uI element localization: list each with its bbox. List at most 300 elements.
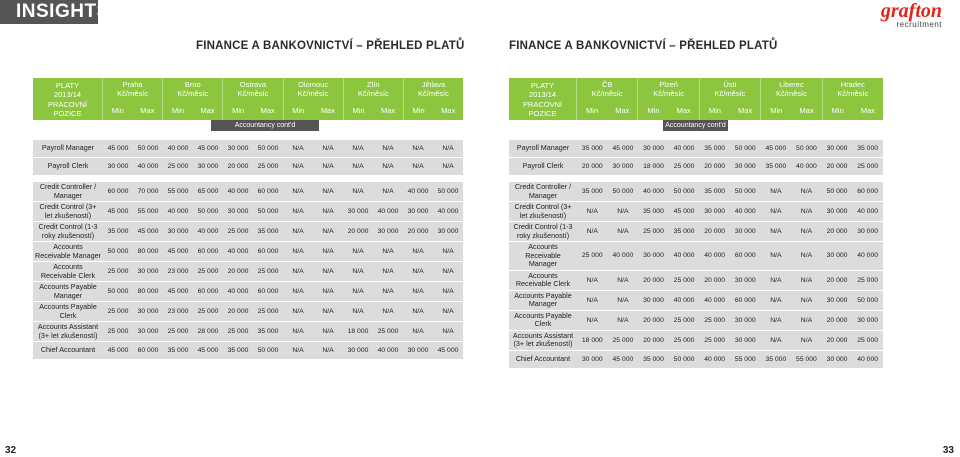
salary-value: N/A — [292, 208, 304, 215]
salary-value: N/A — [442, 328, 454, 335]
salary-value: 25 000 — [257, 163, 279, 170]
salary-value: 20 000 — [227, 163, 249, 170]
salary-value: 45 000 — [612, 145, 634, 152]
salary-value: 40 000 — [857, 208, 879, 215]
salary-value: 40 000 — [704, 252, 726, 260]
salary-value: 55 000 — [734, 355, 756, 363]
salary-value: N/A — [617, 228, 629, 235]
min-label: Min — [111, 106, 124, 115]
salary-value: 30 000 — [407, 208, 429, 215]
table-row — [509, 351, 883, 369]
salary-value: 45 000 — [612, 355, 634, 363]
min-max-labels — [404, 101, 463, 120]
city-unit: Kč/měsíc — [837, 88, 869, 98]
table-row — [509, 331, 883, 351]
salary-value: 45 000 — [197, 347, 219, 354]
salary-value: N/A — [770, 228, 782, 235]
salary-value: N/A — [322, 347, 334, 354]
salary-value: 35 000 — [643, 208, 664, 215]
city-name: Olomouc — [298, 80, 329, 89]
salary-value: N/A — [586, 296, 598, 304]
city-unit: Kč/měsíc — [776, 88, 807, 98]
city-column-header — [577, 78, 638, 120]
city-name-cell — [823, 78, 883, 101]
max-label: Max — [140, 106, 155, 115]
salary-value: 18 000 — [643, 163, 664, 170]
salary-value: N/A — [442, 163, 454, 170]
salary-values — [577, 228, 883, 235]
salary-value: 20 000 — [704, 276, 726, 284]
salary-value: 30 000 — [167, 228, 189, 235]
salary-value: 25 000 — [581, 252, 603, 260]
salary-value: N/A — [352, 268, 364, 275]
position-name: Accounts Payable Manager — [39, 282, 97, 300]
salary-value: N/A — [800, 296, 813, 304]
salary-value: 80 000 — [137, 288, 159, 295]
salary-value: N/A — [770, 296, 782, 304]
salary-value: 35 000 — [581, 188, 603, 195]
salary-value: N/A — [770, 276, 782, 284]
logo-wordmark: grafton — [880, 0, 942, 22]
salary-value: 60 000 — [197, 248, 219, 255]
salary-value: 35 000 — [704, 145, 726, 152]
city-name: Brno — [184, 80, 201, 89]
city-name: ČB — [601, 80, 613, 89]
salary-value: 30 000 — [137, 328, 159, 335]
salary-value: 25 000 — [197, 308, 219, 315]
city-name-cell — [163, 78, 222, 101]
min-max-labels — [344, 101, 403, 120]
salary-value: 50 000 — [826, 188, 848, 195]
salary-value: 30 000 — [643, 252, 664, 260]
max-label: Max — [860, 106, 876, 115]
salary-value: N/A — [322, 228, 334, 235]
salary-value: N/A — [322, 248, 334, 255]
salary-value: 40 000 — [734, 208, 756, 215]
salary-value: N/A — [442, 288, 454, 295]
position-name: Accounts Receivable Clerk — [515, 270, 571, 288]
min-max-labels — [577, 101, 637, 120]
salary-value: 23 000 — [167, 308, 189, 315]
city-name-cell — [404, 78, 463, 101]
max-label: Max — [799, 106, 814, 115]
salary-value: 20 000 — [826, 228, 848, 235]
salary-value: N/A — [442, 248, 454, 255]
salary-value: 25 000 — [257, 268, 279, 275]
salary-value: 35 000 — [643, 355, 664, 363]
city-column-header — [284, 78, 344, 120]
salary-value: 25 000 — [612, 336, 634, 344]
city-column-header — [638, 78, 699, 120]
salary-value: 25 000 — [377, 328, 399, 335]
max-label: Max — [320, 106, 335, 115]
salary-value: 45 000 — [167, 248, 189, 255]
salary-value: N/A — [412, 288, 424, 295]
min-label: Min — [708, 106, 721, 115]
salary-values — [577, 188, 883, 195]
salary-value: N/A — [382, 308, 394, 315]
salary-value: N/A — [412, 328, 424, 335]
salary-value: 20 000 — [407, 228, 429, 235]
salary-values — [577, 208, 883, 215]
salary-value: N/A — [412, 268, 424, 275]
salary-value: 45 000 — [437, 347, 459, 354]
salary-value: N/A — [800, 228, 813, 235]
salary-value: N/A — [322, 328, 334, 335]
salary-value: 40 000 — [167, 145, 189, 152]
salary-value: 50 000 — [107, 288, 129, 295]
salary-value: 30 000 — [347, 347, 369, 354]
salary-value: 20 000 — [826, 163, 848, 170]
city-unit: Kč/měsíc — [591, 88, 623, 98]
city-name: Ostrava — [239, 80, 267, 89]
salary-values — [577, 145, 883, 152]
position-name: Accounts Receivable Manager — [35, 242, 101, 260]
table-row — [33, 158, 463, 176]
city-name: Ústí — [723, 80, 737, 89]
salary-value: 25 000 — [167, 328, 189, 335]
salary-value: 35 000 — [673, 228, 695, 235]
salary-value: 40 000 — [612, 252, 634, 260]
salary-value: 30 000 — [612, 163, 634, 170]
table-row — [509, 158, 883, 176]
city-unit: Kč/měsíc — [117, 88, 148, 98]
salary-value: 35 000 — [857, 145, 879, 152]
salary-value: 60 000 — [734, 296, 756, 304]
city-name: Praha — [122, 80, 143, 89]
salary-values — [103, 228, 463, 235]
salary-value: 40 000 — [704, 355, 726, 363]
salary-value: N/A — [586, 228, 598, 235]
salary-value: 30 000 — [227, 145, 249, 152]
salary-values — [103, 347, 463, 354]
salary-value: N/A — [382, 288, 394, 295]
city-column-header — [344, 78, 404, 120]
salary-value: 50 000 — [673, 188, 695, 195]
salary-value: 60 000 — [857, 188, 879, 195]
salary-value: 60 000 — [257, 188, 279, 195]
min-label: Min — [352, 106, 365, 115]
salary-value: 30 000 — [227, 208, 249, 215]
salary-value: 35 000 — [227, 347, 249, 354]
salary-value: N/A — [800, 316, 813, 324]
salary-value: 50 000 — [257, 347, 279, 354]
table-header — [33, 78, 463, 120]
salary-value: 30 000 — [734, 163, 756, 170]
min-max-labels — [163, 101, 222, 120]
salary-values — [103, 188, 463, 195]
salary-value: N/A — [322, 145, 334, 152]
salary-value: N/A — [352, 248, 364, 255]
position-column-label: PRACOVNÍ POZICE — [47, 99, 88, 118]
salary-value: 25 000 — [857, 336, 879, 344]
max-label: Max — [380, 106, 396, 115]
position-name: Credit Control (3+ let zkušeností) — [39, 202, 97, 220]
salary-values — [103, 163, 463, 170]
salary-value: N/A — [352, 163, 364, 170]
page-title-left: FINANCE A BANKOVNICTVÍ – PŘEHLED PLATŮ — [196, 40, 465, 52]
salary-value: 20 000 — [347, 228, 369, 235]
salary-value: 40 000 — [407, 188, 429, 195]
position-name: Accounts Receivable Manager — [525, 242, 561, 268]
salary-value: 30 000 — [437, 228, 459, 235]
max-label: Max — [738, 106, 753, 115]
salary-value: N/A — [382, 145, 394, 152]
salary-value: N/A — [352, 145, 364, 152]
city-column-header — [700, 78, 761, 120]
salary-values — [577, 337, 883, 344]
salary-value: N/A — [412, 308, 424, 315]
salary-value: 30 000 — [137, 268, 159, 275]
salary-value: 18 000 — [347, 328, 369, 335]
salary-value: N/A — [322, 308, 334, 315]
min-label: Min — [232, 106, 245, 115]
salary-value: 30 000 — [734, 316, 756, 324]
min-label: Min — [647, 106, 660, 115]
salary-value: 45 000 — [673, 208, 695, 215]
min-max-labels — [823, 101, 883, 120]
salary-value: 30 000 — [581, 355, 603, 363]
salary-value: 20 000 — [704, 228, 726, 235]
salary-value: 30 000 — [734, 276, 756, 284]
salary-value: 35 000 — [167, 347, 189, 354]
salary-value: 25 000 — [197, 268, 219, 275]
salary-value: N/A — [322, 188, 334, 195]
min-label: Min — [292, 106, 305, 115]
city-column-header — [223, 78, 283, 120]
position-name: Accounts Receivable Clerk — [40, 262, 96, 280]
salary-value: 60 000 — [137, 347, 159, 354]
min-max-labels — [700, 101, 760, 120]
salary-value: 20 000 — [643, 336, 664, 344]
salary-value: N/A — [586, 208, 598, 215]
salary-value: 30 000 — [826, 252, 848, 260]
city-name-cell — [761, 78, 821, 101]
city-column-header — [761, 78, 822, 120]
position-column-label: PRACOVNÍ POZICE — [522, 99, 563, 118]
salary-value: 80 000 — [137, 248, 159, 255]
position-name: Accounts Assistant (3+ let zkušeností) — [512, 330, 574, 348]
salary-value: 50 000 — [257, 145, 279, 152]
table-row — [33, 322, 463, 342]
salary-value: N/A — [292, 248, 304, 255]
salary-value: 50 000 — [107, 248, 129, 255]
salary-value: N/A — [292, 328, 304, 335]
salary-value: 30 000 — [347, 208, 369, 215]
salary-value: 40 000 — [704, 296, 726, 304]
salary-value: 40 000 — [227, 248, 249, 255]
grafton-logo — [881, 2, 942, 29]
position-name: Payroll Manager — [516, 143, 570, 153]
salary-values — [103, 248, 463, 255]
salary-value: 20 000 — [581, 163, 603, 170]
salary-value: 40 000 — [197, 228, 219, 235]
salary-value: 20 000 — [643, 316, 664, 324]
table-row — [33, 302, 463, 322]
salary-value: N/A — [412, 145, 424, 152]
salary-value: 70 000 — [137, 188, 159, 195]
city-name-cell — [223, 78, 282, 101]
min-max-labels — [223, 101, 282, 120]
salary-value: N/A — [382, 163, 394, 170]
min-label: Min — [831, 106, 844, 115]
salary-value: N/A — [770, 336, 782, 344]
salary-value: N/A — [800, 252, 813, 260]
table-row — [509, 140, 883, 158]
city-unit: Kč/měsíc — [357, 88, 389, 98]
salary-value: 45 000 — [107, 347, 129, 354]
position-name: Accounts Assistant (3+ let zkušeností) — [37, 322, 99, 340]
salary-value: 30 000 — [643, 145, 664, 152]
salary-values — [103, 308, 463, 315]
city-unit: Kč/měsíc — [177, 88, 209, 98]
table-body — [33, 140, 463, 360]
salary-value: 30 000 — [826, 296, 848, 304]
salary-value: N/A — [292, 228, 304, 235]
salary-value: 30 000 — [826, 145, 848, 152]
section-label-block — [0, 0, 110, 24]
position-name: Accounts Payable Manager — [514, 290, 572, 308]
city-unit: Kč/měsíc — [237, 88, 269, 98]
table-row — [33, 182, 463, 202]
salary-table-left — [33, 78, 463, 360]
city-name-cell — [638, 78, 698, 101]
salary-value: N/A — [412, 163, 424, 170]
salary-value: N/A — [292, 163, 304, 170]
salary-value: 20 000 — [227, 308, 249, 315]
table-row — [509, 202, 883, 222]
page-number-right: 33 — [942, 445, 954, 456]
salary-values — [577, 252, 883, 259]
salary-value: 30 000 — [107, 163, 129, 170]
salary-value: 35 000 — [257, 228, 279, 235]
table-row — [33, 282, 463, 302]
min-max-labels — [638, 101, 698, 120]
salary-value: N/A — [322, 288, 334, 295]
salary-values — [577, 317, 883, 324]
salary-value: 40 000 — [437, 208, 459, 215]
salary-value: N/A — [617, 296, 629, 304]
salaries-year-label: PLATY 2013/14 — [528, 80, 557, 99]
salary-value: 35 000 — [765, 355, 787, 363]
salary-value: 40 000 — [377, 208, 399, 215]
salary-value: 50 000 — [857, 296, 879, 304]
salary-value: N/A — [322, 163, 334, 170]
position-name: Credit Controller / Manager — [514, 182, 572, 200]
city-unit: Kč/měsíc — [418, 88, 449, 98]
city-unit: Kč/měsíc — [714, 88, 746, 98]
salary-value: N/A — [586, 276, 598, 284]
salary-value: 30 000 — [857, 228, 879, 235]
position-header-cell — [33, 78, 103, 120]
top-band — [0, 0, 960, 29]
category-subheader: Accountancy cont'd — [211, 120, 319, 131]
table-row — [33, 140, 463, 158]
salary-value: 40 000 — [673, 296, 695, 304]
position-name: Accounts Payable Clerk — [514, 310, 572, 328]
salary-value: 40 000 — [167, 208, 189, 215]
table-row — [33, 222, 463, 242]
salary-value: N/A — [292, 308, 304, 315]
salary-value: 40 000 — [857, 355, 879, 363]
salary-value: 30 000 — [197, 163, 219, 170]
salary-value: 25 000 — [227, 228, 249, 235]
position-name: Credit Control (1-3 roky zkušeností) — [38, 222, 98, 240]
salary-values — [577, 163, 883, 170]
salary-value: N/A — [617, 276, 629, 284]
salary-values — [103, 145, 463, 152]
salary-value: 65 000 — [197, 188, 219, 195]
position-name: Payroll Manager — [41, 143, 95, 153]
salary-value: N/A — [292, 268, 304, 275]
salary-value: 50 000 — [796, 145, 817, 152]
salary-value: N/A — [352, 288, 364, 295]
city-column-header — [823, 78, 883, 120]
min-max-labels — [761, 101, 821, 120]
salary-value: 40 000 — [227, 188, 249, 195]
salary-value: N/A — [442, 268, 454, 275]
salary-value: 30 000 — [407, 347, 429, 354]
salary-value: 50 000 — [673, 355, 695, 363]
salary-values — [103, 288, 463, 295]
page-number-left: 32 — [5, 445, 17, 456]
salary-value: 50 000 — [734, 188, 756, 195]
salary-value: N/A — [292, 145, 304, 152]
salary-value: 60 000 — [197, 288, 219, 295]
min-max-labels — [103, 101, 162, 120]
salary-value: 25 000 — [673, 163, 695, 170]
salary-value: N/A — [800, 188, 813, 195]
salary-values — [103, 328, 463, 335]
max-label: Max — [260, 106, 275, 115]
salary-value: 35 000 — [581, 145, 603, 152]
salary-value: 30 000 — [734, 228, 756, 235]
salary-value: 20 000 — [826, 276, 848, 284]
salary-value: 60 000 — [734, 252, 756, 260]
table-row — [509, 242, 883, 271]
salary-value: 25 000 — [704, 336, 726, 344]
salary-value: 45 000 — [765, 145, 787, 152]
salary-value: 30 000 — [137, 308, 159, 315]
table-row — [33, 202, 463, 222]
position-name: Credit Controller / Manager — [39, 182, 97, 200]
salary-value: 60 000 — [107, 188, 129, 195]
min-label: Min — [770, 106, 783, 115]
salary-value: 40 000 — [857, 252, 879, 260]
salary-values — [577, 277, 883, 284]
salary-value: 45 000 — [107, 208, 129, 215]
salary-value: 35 000 — [704, 188, 726, 195]
salary-value: N/A — [382, 268, 394, 275]
salary-value: N/A — [800, 336, 813, 344]
salary-value: 50 000 — [197, 208, 219, 215]
position-name: Credit Control (3+ let zkušeností) — [514, 202, 572, 220]
salary-value: 50 000 — [437, 188, 459, 195]
position-name: Payroll Clerk — [47, 161, 89, 171]
salary-value: N/A — [442, 145, 454, 152]
salary-value: 30 000 — [377, 228, 399, 235]
salary-value: 20 000 — [227, 268, 249, 275]
city-name-cell — [577, 78, 637, 101]
salary-value: 45 000 — [197, 145, 219, 152]
max-label: Max — [200, 106, 215, 115]
position-name: Chief Accountant — [40, 345, 96, 355]
salary-value: 25 000 — [227, 328, 249, 335]
city-name: Liberec — [779, 80, 804, 89]
salary-value: 25 000 — [673, 336, 695, 344]
salary-value: 40 000 — [673, 145, 695, 152]
salary-value: N/A — [770, 316, 782, 324]
